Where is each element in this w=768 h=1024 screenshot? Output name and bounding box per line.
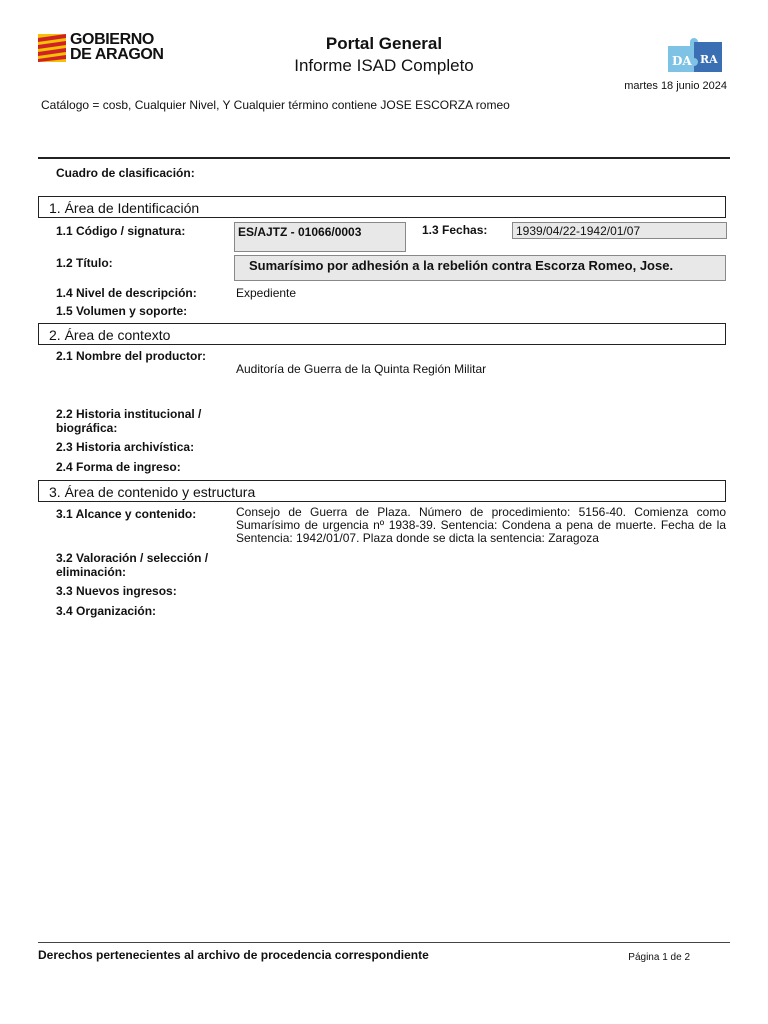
titulo-label: 1.2 Título:	[56, 256, 113, 270]
nivel-value: Expediente	[236, 286, 297, 300]
alcance-label: 3.1 Alcance y contenido:	[56, 507, 197, 521]
volumen-label: 1.5 Volumen y soporte:	[56, 304, 188, 318]
nivel-label: 1.4 Nivel de descripción:	[56, 286, 197, 300]
historia-archivistica-label: 2.3 Historia archivística:	[56, 440, 195, 454]
page-title: Portal General	[325, 34, 443, 53]
classification-label: Cuadro de clasificación:	[56, 166, 195, 180]
historia-institucional-label: 2.2 Historia institucional / biográfica:	[56, 407, 202, 435]
productor-value: Auditoría de Guerra de la Quinta Región Militar	[236, 362, 487, 376]
aragon-flag-icon	[38, 34, 66, 62]
section-identification-heading: 1. Área de Identificación	[38, 196, 726, 218]
nuevos-ingresos-label: 3.3 Nuevos ingresos:	[56, 584, 177, 598]
header-divider	[38, 157, 730, 159]
valoracion-label: 3.2 Valoración / selección / eliminación:	[56, 551, 209, 579]
gobierno-aragon-logo	[38, 32, 178, 66]
report-date: martes 18 junio 2024	[624, 80, 727, 92]
dara-right-text: RA	[700, 53, 718, 66]
forma-ingreso-label: 2.4 Forma de ingreso:	[56, 460, 181, 474]
section-content-heading: 3. Área de contenido y estructura	[38, 480, 726, 502]
codigo-label: 1.1 Código / signatura:	[56, 224, 186, 238]
organizacion-label: 3.4 Organización:	[56, 604, 157, 618]
logo-line-2: DE ARAGON	[70, 46, 164, 63]
rights-notice: Derechos pertenecientes al archivo de procedencia correspondiente	[38, 948, 429, 962]
dara-logo-icon	[664, 38, 726, 76]
dara-left-text: DA	[672, 54, 692, 68]
fechas-label: 1.3 Fechas:	[422, 223, 488, 237]
codigo-value: ES/AJTZ - 01066/0003	[234, 222, 406, 252]
search-criteria: Catálogo = cosb, Cualquier Nivel, Y Cualquier término contiene JOSE ESCORZA romeo	[41, 98, 510, 112]
titulo-value: Sumarísimo por adhesión a la rebelión contra Escorza Romeo, Jose.	[234, 255, 726, 281]
productor-label: 2.1 Nombre del productor:	[56, 349, 207, 363]
logo-line-1: GOBIERNO	[70, 31, 154, 48]
fechas-value: 1939/04/22-1942/01/07	[512, 222, 727, 239]
logo-wordmark	[70, 32, 164, 62]
footer-divider	[38, 942, 730, 943]
alcance-value: Consejo de Guerra de Plaza. Número de procedimiento: 5156-40. Comienza como Sumarísimo de urgencia nº 1938-39. Sentencia: Condena a pena de muerte. Fecha de la Sentencia: 1942/01/07. Plaza donde se dicta la sentencia: Zaragoza	[236, 505, 726, 545]
page-subtitle: Informe ISAD Completo	[294, 56, 474, 75]
page-number: Página 1 de 2	[628, 952, 690, 963]
section-context-heading: 2. Área de contexto	[38, 323, 726, 345]
